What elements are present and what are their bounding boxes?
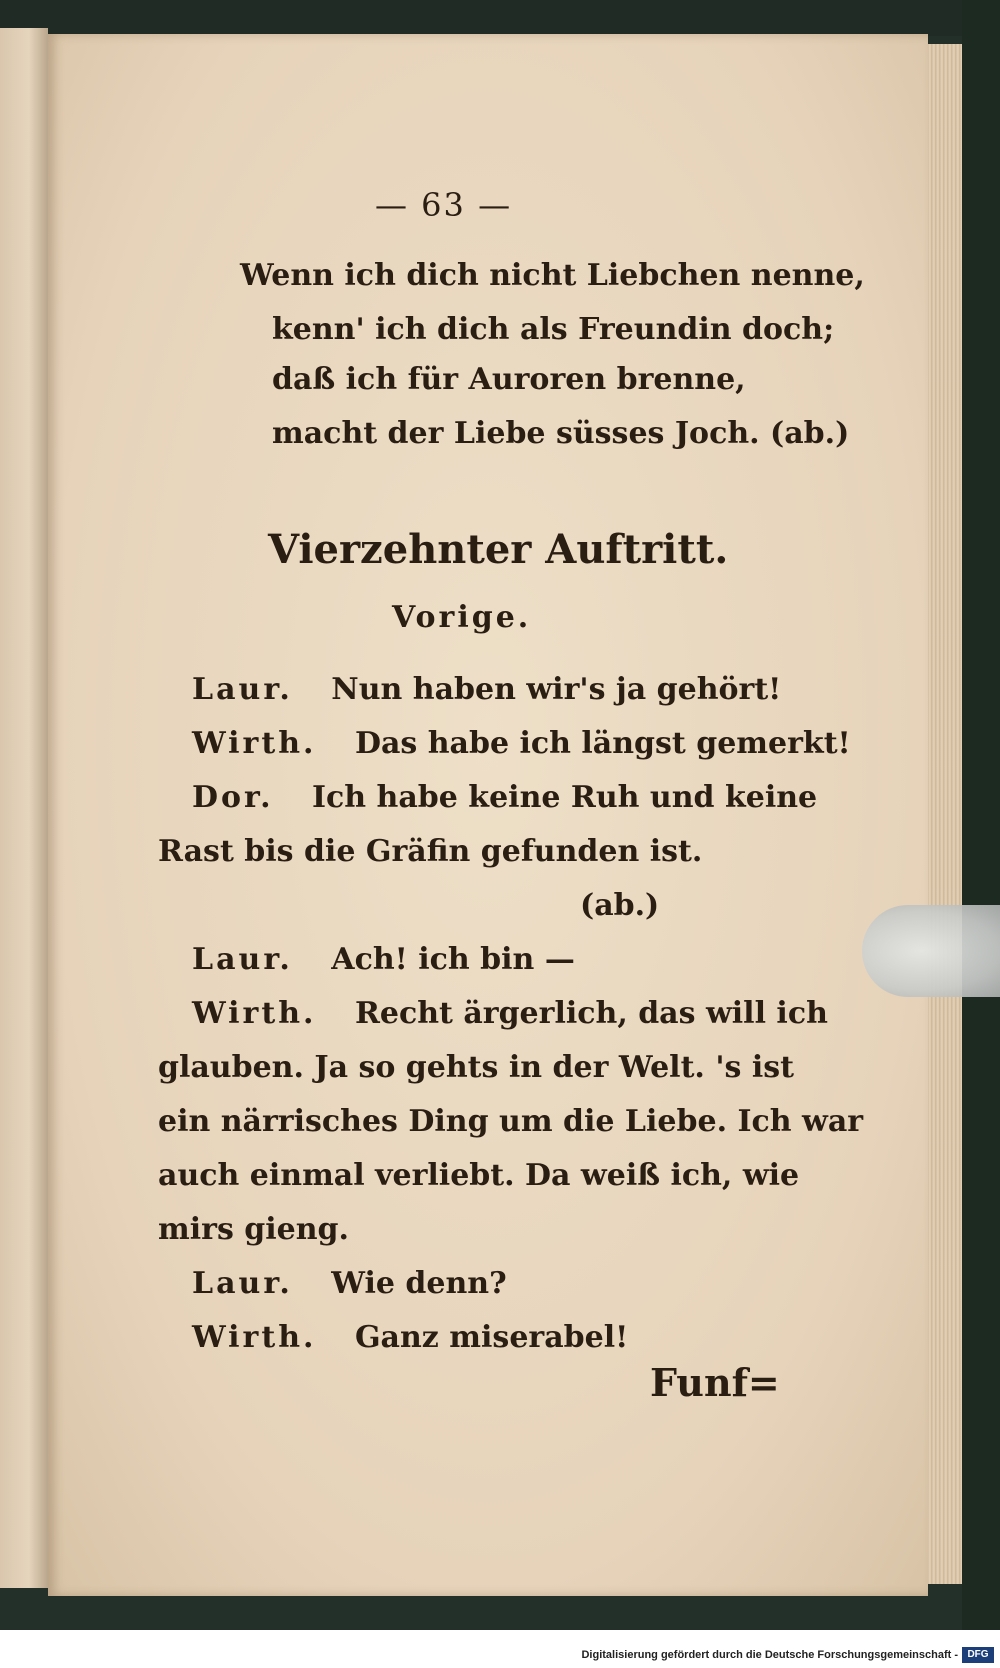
dialogue-text: Ganz miserabel! [354, 1320, 629, 1355]
stage-direction: (ab.) [580, 888, 660, 923]
dialogue-text: Wie denn? [331, 1266, 507, 1301]
page-number: — 63 — [375, 186, 513, 224]
dialogue-line [192, 996, 828, 1031]
dialogue-text: Das habe ich längst gemerkt! [354, 726, 851, 761]
page-stack-edge [928, 44, 962, 1584]
dialogue-text: Ach! ich bin — [331, 942, 575, 977]
dialogue-line [192, 726, 851, 761]
verse-line: kenn' ich dich als Freundin doch; [272, 312, 835, 347]
dialogue-text: Nun haben wir's ja gehört! [331, 672, 782, 707]
speaker-name: Laur. [192, 672, 293, 707]
dialogue-line [192, 1320, 628, 1355]
speaker-name: Wirth. [192, 996, 317, 1031]
dialogue-continuation: auch einmal verliebt. Da weiß ich, wie [158, 1158, 800, 1193]
catchword: Funf= [650, 1360, 780, 1405]
scan-background-right [962, 0, 1000, 1668]
dialogue-continuation: glauben. Ja so gehts in der Welt. 's ist [158, 1050, 794, 1085]
dialogue-continuation: mirs gieng. [158, 1212, 349, 1247]
dialogue-line [192, 942, 575, 977]
scene-subheading: Vorige. [392, 600, 532, 635]
verse-line: Wenn ich dich nicht Liebchen nenne, [240, 258, 865, 293]
scene-heading: Vierzehnter Auftritt. [268, 526, 729, 573]
dialogue-continuation: ein närrisches Ding um die Liebe. Ich war [158, 1104, 864, 1139]
verse-line: macht der Liebe süsses Joch. (ab.) [272, 416, 850, 451]
speaker-name: Laur. [192, 942, 293, 977]
dialogue-line [192, 1266, 507, 1301]
dialogue-text: Recht ärgerlich, das will ich [354, 996, 828, 1031]
speaker-name: Dor. [192, 780, 274, 815]
verse-line: daß ich für Auroren brenne, [272, 362, 746, 397]
dfg-logo: DFG [962, 1647, 994, 1663]
dialogue-text: Ich habe keine Ruh und keine [311, 780, 818, 815]
speaker-name: Laur. [192, 1266, 293, 1301]
thumb-holder-clip [862, 905, 1000, 997]
dialogue-line [192, 672, 781, 707]
facing-page-edge [0, 28, 48, 1588]
funding-credit: Digitalisierung gefördert durch die Deutsche Forschungsgemeinschaft - [581, 1649, 958, 1661]
scan-background-top [0, 0, 1000, 36]
dialogue-continuation: Rast bis die Gräfin gefunden ist. [158, 834, 703, 869]
speaker-name: Wirth. [192, 1320, 317, 1355]
speaker-name: Wirth. [192, 726, 317, 761]
dialogue-line [192, 780, 817, 815]
